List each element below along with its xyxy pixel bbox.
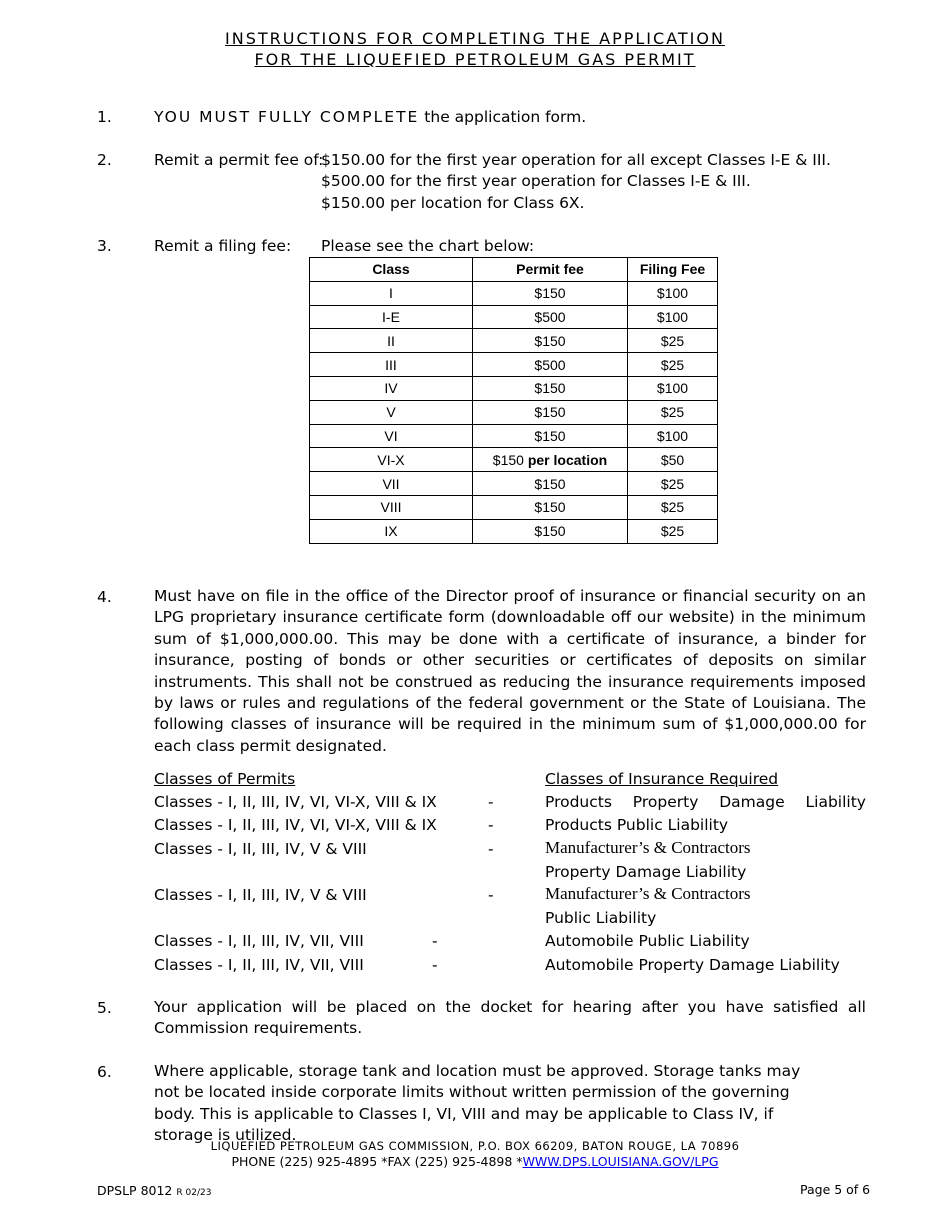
item-3-text: Please see the chart below:	[321, 237, 535, 255]
item-6-text: Where applicable, storage tank and location must be approved. Storage tanks may not be located inside corporate limits without written permission of the governing body. This is applicable to Classes I, VI, VIII and may be applicable to Class IV, if storage is utilized.	[154, 1062, 801, 1145]
class-cell: IX	[310, 519, 473, 543]
item-1-number: 1.	[97, 108, 112, 126]
permit-fee-cell: $150	[473, 281, 628, 305]
insurance-row-1-dash: -	[488, 793, 494, 811]
insurance-header-permits: Classes of Permits	[154, 770, 296, 788]
item-2-line-3: $150.00 per location for Class 6X.	[321, 194, 585, 212]
permit-fee-cell: $150	[473, 424, 628, 448]
insurance-row-3-dash: -	[488, 840, 494, 858]
item-3-number: 3.	[97, 237, 112, 255]
item-6-number: 6.	[97, 1063, 112, 1081]
insurance-row-5-dash: -	[432, 932, 438, 950]
insurance-row-3-type-line-2: Property Damage Liability	[545, 863, 747, 881]
insurance-row-4-type-line-2: Public Liability	[545, 909, 657, 927]
insurance-row-1-classes: Classes - I, II, III, IV, VI, VI-X, VIII & IX	[154, 793, 437, 811]
page-number: Page 5 of 6	[800, 1182, 871, 1197]
insurance-row-4-dash: -	[488, 886, 494, 904]
table-row	[310, 353, 718, 377]
insurance-row-4-classes: Classes - I, II, III, IV, V & VIII	[154, 886, 367, 904]
table-row	[310, 448, 718, 472]
page-title: INSTRUCTIONS FOR COMPLETING THE APPLICATION	[225, 29, 725, 48]
fee-table-header-row	[310, 258, 718, 282]
filing-fee-cell: $100	[628, 305, 718, 329]
fee-table-header-class: Class	[310, 258, 473, 282]
filing-fee-cell: $25	[628, 495, 718, 519]
permit-fee-cell: $150	[473, 472, 628, 496]
table-row	[310, 400, 718, 424]
permit-fee-cell: $500	[473, 305, 628, 329]
filing-fee-cell: $25	[628, 519, 718, 543]
table-row	[310, 376, 718, 400]
insurance-row-1-type: Products Property Damage Liability	[545, 793, 866, 811]
insurance-header-required: Classes of Insurance Required	[545, 770, 779, 788]
insurance-row-6-dash: -	[432, 956, 438, 974]
permit-fee-cell: $150	[473, 519, 628, 543]
class-cell: VIII	[310, 495, 473, 519]
class-cell: IV	[310, 376, 473, 400]
filing-fee-cell: $25	[628, 353, 718, 377]
table-row	[310, 329, 718, 353]
fee-table-header-filing: Filing Fee	[628, 258, 718, 282]
footer-address: LIQUEFIED PETROLEUM GAS COMMISSION, P.O. BOX 66209, BATON ROUGE, LA 70896	[210, 1139, 740, 1153]
footer-contact: PHONE (225) 925-4895 *FAX (225) 925-4898 *WWW.DPS.LOUISIANA.GOV/LPG	[231, 1154, 719, 1169]
class-cell: VI-X	[310, 448, 473, 472]
item-2-line-1: $150.00 for the first year operation for all except Classes I-E & III.	[321, 151, 831, 169]
insurance-row-3-classes: Classes - I, II, III, IV, V & VIII	[154, 840, 367, 858]
table-row	[310, 305, 718, 329]
website-link[interactable]: WWW.DPS.LOUISIANA.GOV/LPG	[522, 1154, 719, 1169]
item-5-text: Your application will be placed on the docket for hearing after you have satisfied all Commission requirements.	[154, 998, 866, 1038]
table-row	[310, 472, 718, 496]
page-subtitle: FOR THE LIQUEFIED PETROLEUM GAS PERMIT	[254, 50, 696, 69]
item-1-text: YOU MUST FULLY COMPLETE the application form.	[154, 108, 587, 126]
filing-fee-cell: $25	[628, 400, 718, 424]
class-cell: VII	[310, 472, 473, 496]
permit-fee-cell: $150 per location	[473, 448, 628, 472]
table-row	[310, 281, 718, 305]
insurance-row-3-type-line-1: Manufacturer’s & Contractors	[545, 838, 751, 857]
insurance-row-5-classes: Classes - I, II, III, IV, VII, VIII	[154, 932, 364, 950]
permit-fee-cell: $500	[473, 353, 628, 377]
item-4-number: 4.	[97, 588, 112, 606]
insurance-row-6-type: Automobile Property Damage Liability	[545, 956, 840, 974]
item-2-line-2: $500.00 for the first year operation for Classes I-E & III.	[321, 172, 751, 190]
fee-table	[309, 257, 718, 544]
filing-fee-cell: $100	[628, 424, 718, 448]
item-2-label: Remit a permit fee of:	[154, 151, 324, 169]
class-cell: I-E	[310, 305, 473, 329]
insurance-row-2-classes: Classes - I, II, III, IV, VI, VI-X, VIII & IX	[154, 816, 437, 834]
table-row	[310, 519, 718, 543]
permit-fee-cell: $150	[473, 376, 628, 400]
item-5-number: 5.	[97, 999, 112, 1017]
permit-fee-cell: $150	[473, 495, 628, 519]
insurance-row-6-classes: Classes - I, II, III, IV, VII, VIII	[154, 956, 364, 974]
item-2-number: 2.	[97, 151, 112, 169]
class-cell: VI	[310, 424, 473, 448]
filing-fee-cell: $50	[628, 448, 718, 472]
item-3-label: Remit a filing fee:	[154, 237, 292, 255]
permit-fee-cell: $150	[473, 400, 628, 424]
table-row	[310, 424, 718, 448]
filing-fee-cell: $25	[628, 329, 718, 353]
class-cell: II	[310, 329, 473, 353]
insurance-row-5-type: Automobile Public Liability	[545, 932, 750, 950]
item-4-text: Must have on file in the office of the Director proof of insurance or financial security on an LPG proprietary insurance certificate form (downloadable off our website) in the minimum sum of $1,000,000.00. This may be done with a certificate of insurance, a binder for insurance, posting of bonds or other securities or certificates of deposits on similar instruments. This shall not be construed as reducing the insurance requirements imposed by laws or rules and regulations of the federal government or the State of Louisiana. The following classes of insurance will be required in the minimum sum of $1,000,000.00 for each class permit designated.	[154, 587, 866, 755]
class-cell: I	[310, 281, 473, 305]
fee-table-header-permit: Permit fee	[473, 258, 628, 282]
class-cell: III	[310, 353, 473, 377]
form-id: DPSLP 8012 R 02/23	[97, 1183, 212, 1198]
filing-fee-cell: $25	[628, 472, 718, 496]
permit-fee-cell: $150	[473, 329, 628, 353]
table-row	[310, 495, 718, 519]
insurance-row-2-type: Products Public Liability	[545, 816, 729, 834]
insurance-row-4-type-line-1: Manufacturer’s & Contractors	[545, 884, 751, 903]
filing-fee-cell: $100	[628, 281, 718, 305]
insurance-row-2-dash: -	[488, 816, 494, 834]
class-cell: V	[310, 400, 473, 424]
filing-fee-cell: $100	[628, 376, 718, 400]
